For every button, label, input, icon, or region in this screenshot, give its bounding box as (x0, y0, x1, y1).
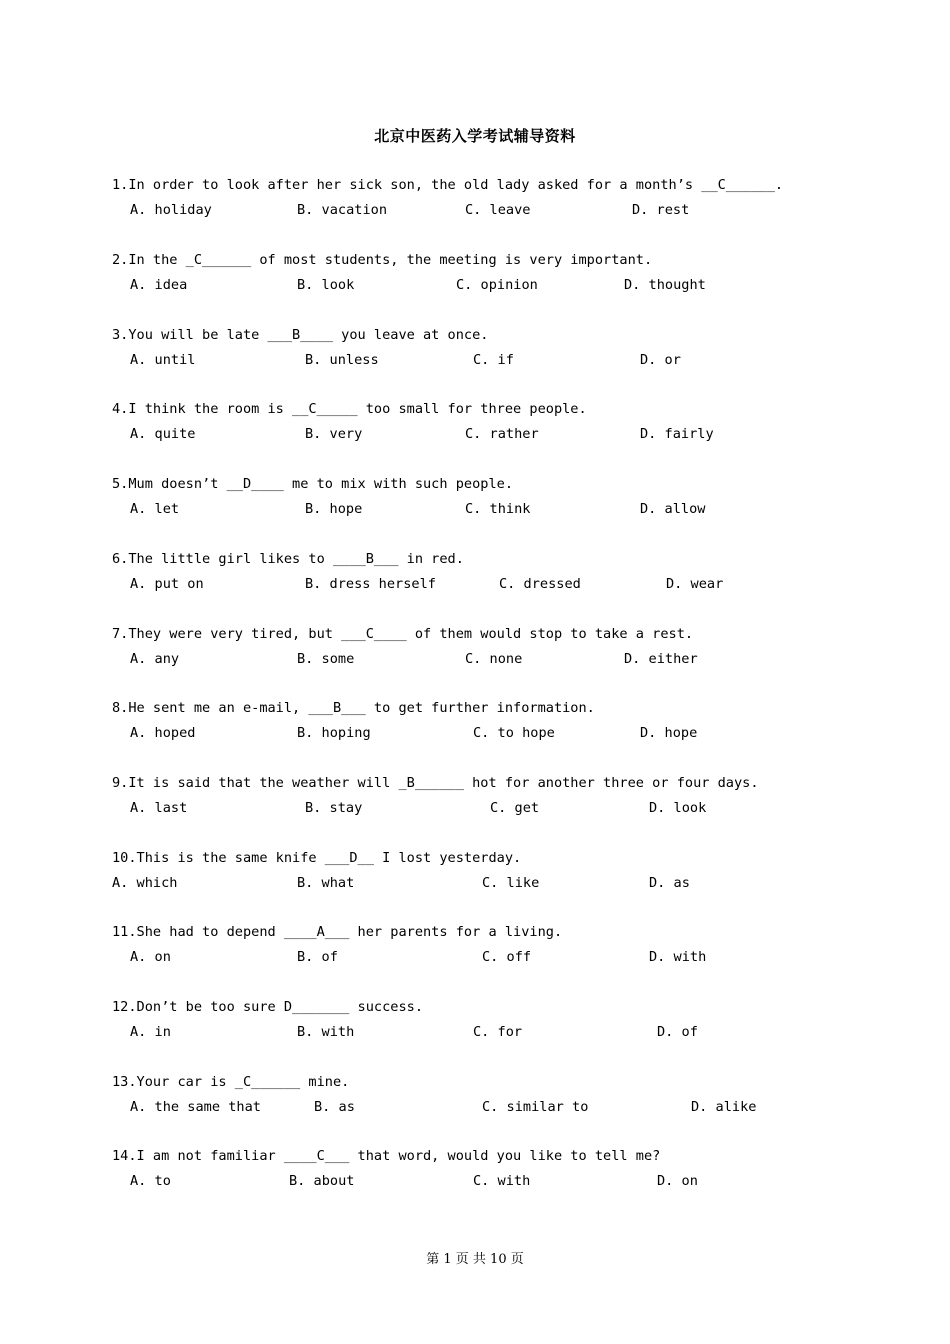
page-footer: 第 1 页 共 10 页 (426, 1252, 524, 1267)
option-d: D. allow (640, 501, 706, 517)
option-d: D. either (624, 651, 698, 667)
option-a: A. on (130, 949, 171, 965)
option-c: C. dressed (499, 576, 581, 592)
option-b: B. hope (305, 501, 363, 517)
option-a: A. which (112, 875, 178, 891)
question-stem: 9.It is said that the weather will _B______ hot for another three or four days. (112, 775, 759, 791)
question-4 (112, 401, 852, 461)
option-d: D. look (649, 800, 707, 816)
option-b: B. about (289, 1173, 355, 1189)
question-14 (112, 1148, 852, 1208)
option-b: B. hoping (297, 725, 371, 741)
option-a: A. idea (130, 277, 188, 293)
option-a: A. put on (130, 576, 204, 592)
question-stem: 14.I am not familiar ____C___ that word, would you like to tell me? (112, 1148, 661, 1164)
option-d: D. alike (691, 1099, 757, 1115)
option-d: D. rest (632, 202, 690, 218)
question-stem: 3.You will be late ___B____ you leave at once. (112, 327, 489, 343)
question-stem: 10.This is the same knife ___D__ I lost yesterday. (112, 850, 522, 866)
question-stem: 1.In order to look after her sick son, the old lady asked for a month’s __C______. (112, 177, 784, 193)
option-c: C. leave (465, 202, 531, 218)
option-a: A. to (130, 1173, 171, 1189)
option-b: B. very (305, 426, 363, 442)
question-3 (112, 327, 852, 387)
option-a: A. in (130, 1024, 171, 1040)
option-a: A. let (130, 501, 180, 517)
question-11 (112, 924, 852, 984)
option-c: C. if (473, 352, 514, 368)
option-c: C. think (465, 501, 531, 517)
option-b: B. vacation (297, 202, 388, 218)
option-c: C. like (482, 875, 540, 891)
option-a: A. hoped (130, 725, 196, 741)
question-12 (112, 999, 852, 1059)
question-1 (112, 177, 852, 237)
option-a: A. until (130, 352, 196, 368)
question-stem: 4.I think the room is __C_____ too small for three people. (112, 401, 587, 417)
option-c: C. off (482, 949, 532, 965)
option-a: A. the same that (130, 1099, 261, 1115)
question-stem: 11.She had to depend ____A___ her parents for a living. (112, 924, 563, 940)
question-2 (112, 252, 852, 312)
question-stem: 8.He sent me an e-mail, ___B___ to get further information. (112, 700, 595, 716)
option-b: B. as (314, 1099, 355, 1115)
option-d: D. or (640, 352, 681, 368)
option-b: B. stay (305, 800, 363, 816)
option-b: B. dress herself (305, 576, 436, 592)
question-9 (112, 775, 852, 835)
option-c: C. rather (465, 426, 539, 442)
option-b: B. of (297, 949, 338, 965)
option-a: A. quite (130, 426, 196, 442)
question-stem: 12.Don’t be too sure D_______ success. (112, 999, 423, 1015)
option-b: B. unless (305, 352, 379, 368)
question-5 (112, 476, 852, 536)
option-c: C. with (473, 1173, 531, 1189)
question-stem: 2.In the _C______ of most students, the meeting is very important. (112, 252, 653, 268)
question-stem: 13.Your car is _C______ mine. (112, 1074, 350, 1090)
option-c: C. to hope (473, 725, 555, 741)
option-b: B. look (297, 277, 355, 293)
option-c: C. opinion (456, 277, 538, 293)
question-stem: 7.They were very tired, but ___C____ of them would stop to take a rest. (112, 626, 694, 642)
option-b: B. some (297, 651, 355, 667)
option-c: C. similar to (482, 1099, 589, 1115)
question-7 (112, 626, 852, 686)
question-13 (112, 1074, 852, 1134)
option-b: B. with (297, 1024, 355, 1040)
option-c: C. for (473, 1024, 523, 1040)
option-d: D. thought (624, 277, 706, 293)
option-a: A. holiday (130, 202, 212, 218)
option-c: C. none (465, 651, 523, 667)
option-a: A. any (130, 651, 180, 667)
option-d: D. fairly (640, 426, 714, 442)
option-b: B. what (297, 875, 355, 891)
option-c: C. get (490, 800, 540, 816)
option-d: D. on (657, 1173, 698, 1189)
page-title: 北京中医药入学考试辅导资料 (374, 127, 576, 145)
option-a: A. last (130, 800, 188, 816)
question-stem: 6.The little girl likes to ____B___ in red. (112, 551, 464, 567)
question-stem: 5.Mum doesn’t __D____ me to mix with such people. (112, 476, 514, 492)
option-d: D. as (649, 875, 690, 891)
option-d: D. of (657, 1024, 698, 1040)
option-d: D. hope (640, 725, 698, 741)
option-d: D. wear (666, 576, 724, 592)
option-d: D. with (649, 949, 707, 965)
question-8 (112, 700, 852, 760)
question-6 (112, 551, 852, 611)
question-10 (112, 850, 852, 910)
